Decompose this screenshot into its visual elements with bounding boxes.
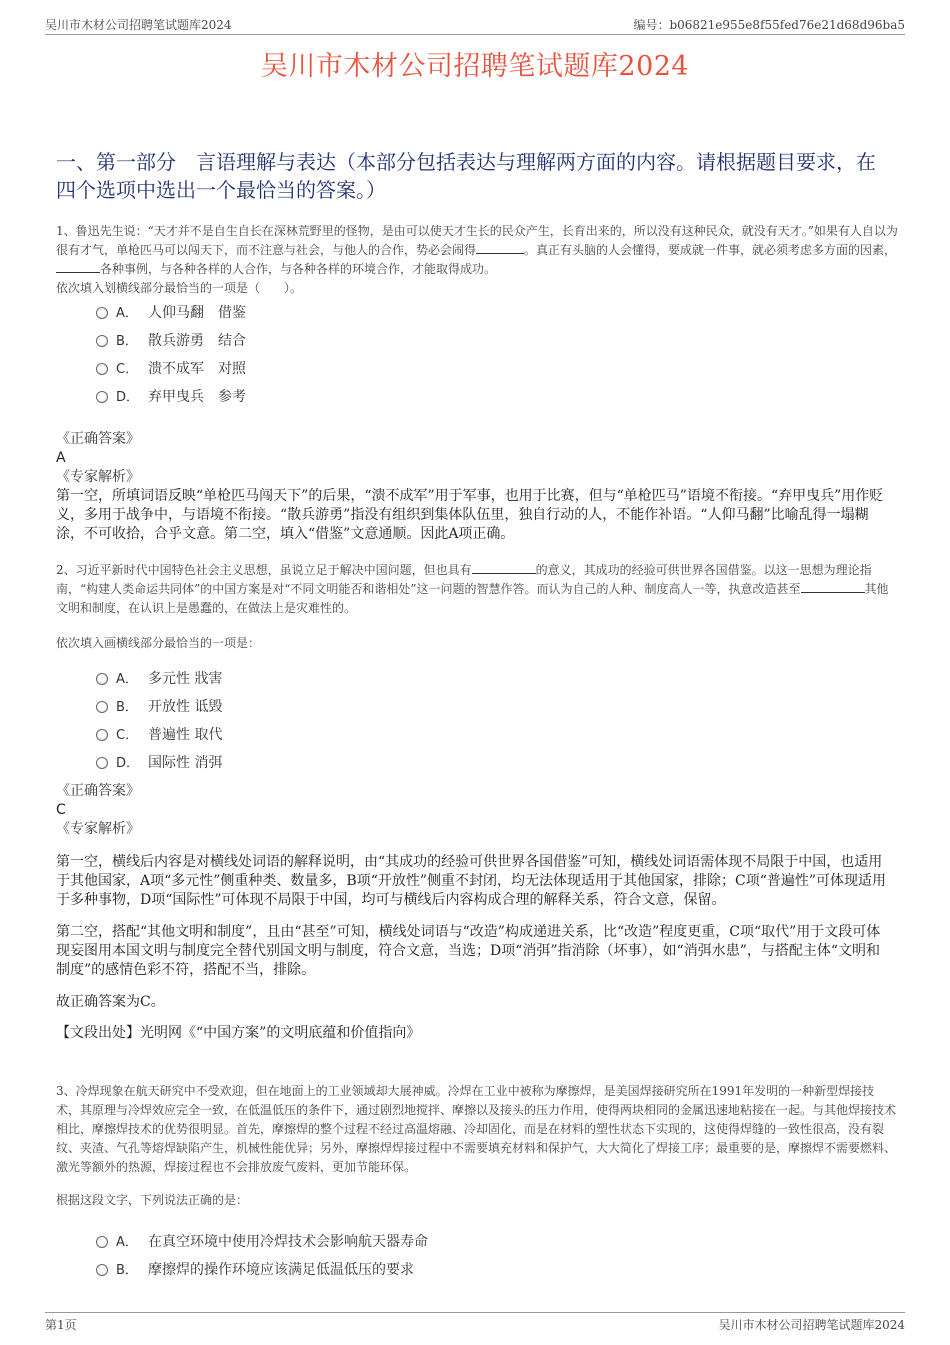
answer-value: A (56, 450, 66, 466)
analysis-text: 第一空，所填词语反映“单枪匹马闯天下”的后果，“溃不成军”用于军事，也用于比赛，但与“单枪匹马”语境不衔接。“弃甲曳兵”用作贬义，多用于战争中，与语境不衔接。“散兵游勇”指没有组织到集体队伍里，独自行动的人，不能作补语。“人仰马翻”比喻乱得一塌糊涂，不可收拾，合乎文意。第二空，填入“借鉴”文意通顺。因此A项正确。 (56, 488, 884, 542)
source-citation: 【文段出处】光明网《“中国方案”的文明底蕴和价值指向》 (56, 1025, 421, 1041)
option-c[interactable]: C． 溃不成军 对照 (96, 355, 246, 383)
radio-icon[interactable] (96, 335, 108, 347)
question-1-prompt: 依次填入划横线部分最恰当的一项是（ ）。 (56, 281, 303, 295)
analysis-label: 《专家解析》 (56, 469, 140, 485)
question-3 (56, 1082, 898, 1210)
question-1-stem: 1、鲁迅先生说：“天才并不是自生自长在深林荒野里的怪物，是由可以使天才生长的民众产生，长育出来的，所以没有这种民众，就没有天才。”如果有人自以为很有才气，单枪匹马可以闯天下，而不注意与社会，与他人的合作，势必会闹得 。真正有头脑的人会懂得，要成就一件事，就必须考虑多方面的因素，各种事例，与各种各样的人合作，与各种各样的环境合作，才能取得成功。 (56, 224, 898, 276)
page-footer (45, 1312, 905, 1333)
option-a[interactable]: A． 多元性 戕害 (96, 665, 222, 693)
question-1 (56, 222, 898, 298)
question-2 (56, 561, 898, 653)
header-doc-id: 编号：b06821e955e8f55fed76e21d68d96ba5 (633, 18, 905, 32)
analysis-conclusion: 故正确答案为C。 (56, 994, 165, 1010)
option-d[interactable]: D． 国际性 消弭 (96, 749, 222, 777)
radio-icon[interactable] (96, 701, 108, 713)
option-b[interactable]: B． 散兵游勇 结合 (96, 327, 246, 355)
option-b[interactable]: B． 开放性 诋毁 (96, 693, 222, 721)
question-2-prompt: 依次填入画横线部分最恰当的一项是： (56, 636, 261, 650)
question-3-options (96, 1228, 428, 1284)
blank (801, 580, 865, 593)
question-2-stem: 2、习近平新时代中国特色社会主义思想，虽说立足于解决中国问题，但也具有 的意义，其成功的经验可供世界各国借鉴。以这一思想为理论指南，“构建人类命运共同体”的中国方案是对“不同文明能否和谐相处”这一问题的智慧作答。而认为自己的人种、制度高人一等，执意改造甚至 其他文明和制度，在认识上是愚蠢的，在做法上是灾难性的。 (56, 563, 889, 615)
question-2-answer (56, 782, 892, 1043)
radio-icon[interactable] (96, 729, 108, 741)
footer-doc-title: 吴川市木材公司招聘笔试题库2024 (718, 1318, 905, 1332)
option-d[interactable]: D． 弃甲曳兵 参考 (96, 383, 246, 411)
question-3-stem: 3、冷焊现象在航天研究中不受欢迎，但在地面上的工业领域却大展神威。冷焊在工业中被称为摩擦焊，是美国焊接研究所在1991年发明的一种新型焊接技术，其原理与冷焊效应完全一致，在低温低压的条件下，通过剧烈地搅拌、摩擦以及接头的压力作用，使得两块相同的金属迅速地粘接在一起。与其他焊接技术相比，摩擦焊技术的优势很明显。首先，摩擦焊的整个过程不经过高温熔融、冷却固化，而是在材料的塑性状态下实现的，这使得焊缝的一致性很高，没有裂纹、夹渣、气孔等熔焊缺陷产生，机械性能优异；另外，摩擦焊焊接过程中不需要填充材料和保护气，大大简化了焊接工序；最重要的是，摩擦焊不需要燃料、激光等额外的热源，焊接过程也不会排放废气废料，更加节能环保。 (56, 1084, 897, 1174)
page-header (45, 14, 905, 35)
answer-value: C (56, 802, 66, 818)
radio-icon[interactable] (96, 673, 108, 685)
page-number: 第1页 (45, 1318, 77, 1332)
option-a[interactable]: A． 在真空环境中使用冷焊技术会影响航天器寿命 (96, 1228, 428, 1256)
section-heading: 一、第一部分 言语理解与表达（本部分包括表达与理解两方面的内容。请根据题目要求，在四个选项中选出一个最恰当的答案。） (56, 150, 876, 202)
radio-icon[interactable] (96, 307, 108, 319)
option-b[interactable]: B． 摩擦焊的操作环境应该满足低温低压的要求 (96, 1256, 428, 1284)
radio-icon[interactable] (96, 1236, 108, 1248)
blank (472, 561, 536, 574)
blank (476, 241, 524, 254)
answer-label: 《正确答案》 (56, 783, 140, 799)
question-1-options (96, 299, 246, 411)
answer-label: 《正确答案》 (56, 431, 140, 447)
analysis-label: 《专家解析》 (56, 821, 140, 837)
analysis-paragraph-2: 第二空，搭配“其他文明和制度”，且由“甚至”可知，横线处词语与“改造”构成递进关系，比“改造”程度更重，C项“取代”用于文段可体现妄图用本国文明与制度完全替代别国文明与制度，符合文意，当选；D项“消弭”指消除（坏事），如“消弭水患”，与搭配主体“文明和制度”的感情色彩不符，搭配不当，排除。 (56, 924, 881, 978)
radio-icon[interactable] (96, 391, 108, 403)
question-1-answer (56, 430, 892, 544)
option-c[interactable]: C． 普遍性 取代 (96, 721, 222, 749)
radio-icon[interactable] (96, 1264, 108, 1276)
question-3-prompt: 根据这段文字，下列说法正确的是： (56, 1193, 249, 1207)
radio-icon[interactable] (96, 363, 108, 375)
option-a[interactable]: A． 人仰马翻 借鉴 (96, 299, 246, 327)
question-2-options (96, 665, 222, 777)
header-doc-title: 吴川市木材公司招聘笔试题库2024 (45, 18, 232, 32)
radio-icon[interactable] (96, 757, 108, 769)
blank (56, 260, 100, 273)
analysis-paragraph-1: 第一空，横线后内容是对横线处词语的解释说明，由“其成功的经验可供世界各国借鉴”可知，横线处词语需体现不局限于中国，也适用于其他国家，A项“多元性”侧重种类、数量多，B项“开放性”侧重不封闭，均无法体现适用于其他国家，排除；C项“普遍性”可体现适用于多种事物，D项“国际性”可体现不局限于中国，均可与横线后内容构成合理的解释关系，符合文意，保留。 (56, 854, 887, 908)
document-title: 吴川市木材公司招聘笔试题库2024 (260, 51, 690, 82)
